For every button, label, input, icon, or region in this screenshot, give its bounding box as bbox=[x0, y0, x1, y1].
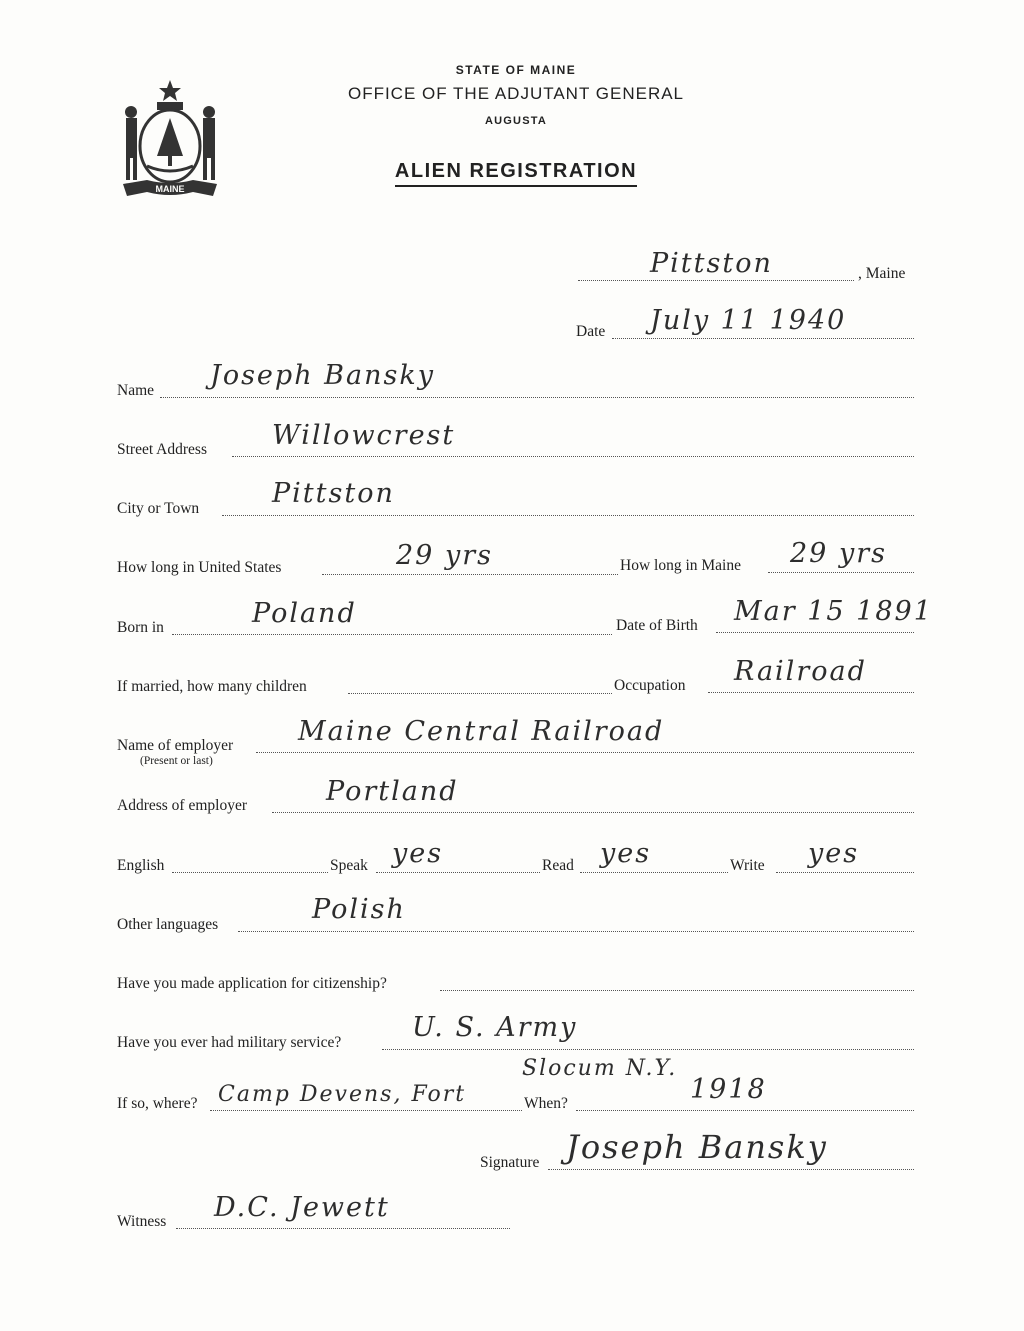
city-heading: AUGUSTA bbox=[485, 115, 547, 127]
citizenship-label: Have you made application for citizenship? bbox=[117, 975, 387, 992]
date-of-birth-label: Date of Birth bbox=[616, 617, 698, 634]
town-value: Pittston bbox=[650, 248, 773, 279]
state-heading: STATE OF MAINE bbox=[455, 63, 577, 77]
office-heading: OFFICE OF THE ADJUTANT GENERAL bbox=[347, 84, 685, 103]
employer-label: Name of employer bbox=[117, 737, 234, 754]
city-value: Pittston bbox=[272, 478, 395, 509]
children-label: If married, how many children bbox=[117, 678, 307, 695]
employer-address-label: Address of employer bbox=[117, 797, 247, 814]
us-duration-value: 29 yrs bbox=[396, 540, 493, 571]
speak-value: yes bbox=[392, 838, 444, 869]
where-label: If so, where? bbox=[117, 1095, 198, 1112]
street-address-label: Street Address bbox=[117, 441, 207, 458]
employer-sub-label: (Present or last) bbox=[140, 755, 213, 767]
when-label: When? bbox=[524, 1095, 568, 1112]
english-label: English bbox=[117, 857, 165, 874]
where-value-continued: Slocum N.Y. bbox=[522, 1056, 678, 1081]
date-value: July 11 1940 bbox=[650, 305, 847, 336]
employer-value: Maine Central Railroad bbox=[298, 716, 665, 747]
street-address-value: Willowcrest bbox=[272, 420, 456, 451]
name-label: Name bbox=[117, 382, 155, 399]
read-value: yes bbox=[600, 838, 652, 869]
date-label: Date bbox=[576, 323, 606, 340]
other-languages-label: Other languages bbox=[117, 916, 219, 933]
form-title: ALIEN REGISTRATION bbox=[4, 160, 1024, 183]
read-label: Read bbox=[542, 857, 574, 874]
occupation-label: Occupation bbox=[614, 677, 686, 694]
witness-label: Witness bbox=[117, 1213, 167, 1230]
signature-value: Joseph Bansky bbox=[566, 1128, 828, 1166]
military-label: Have you ever had military service? bbox=[117, 1034, 342, 1051]
employer-address-value: Portland bbox=[326, 776, 459, 807]
date-of-birth-value: Mar 15 1891 bbox=[734, 596, 933, 627]
state-suffix-label: , Maine bbox=[858, 265, 906, 282]
svg-text:MAINE: MAINE bbox=[155, 184, 185, 194]
maine-duration-value: 29 yrs bbox=[790, 538, 887, 569]
write-label: Write bbox=[730, 857, 765, 874]
other-languages-value: Polish bbox=[312, 894, 406, 925]
witness-value: D.C. Jewett bbox=[214, 1192, 390, 1223]
occupation-value: Railroad bbox=[734, 656, 867, 687]
where-value: Camp Devens, Fort bbox=[218, 1082, 467, 1107]
maine-duration-label: How long in Maine bbox=[620, 557, 741, 574]
when-value: 1918 bbox=[690, 1074, 767, 1105]
city-label: City or Town bbox=[117, 500, 200, 517]
born-in-value: Poland bbox=[252, 598, 357, 629]
speak-label: Speak bbox=[330, 857, 368, 874]
us-duration-label: How long in United States bbox=[117, 559, 282, 576]
name-value: Joseph Bansky bbox=[210, 360, 435, 391]
military-value: U. S. Army bbox=[412, 1012, 578, 1043]
born-in-label: Born in bbox=[117, 619, 164, 636]
write-value: yes bbox=[808, 838, 860, 869]
signature-label: Signature bbox=[480, 1154, 540, 1171]
